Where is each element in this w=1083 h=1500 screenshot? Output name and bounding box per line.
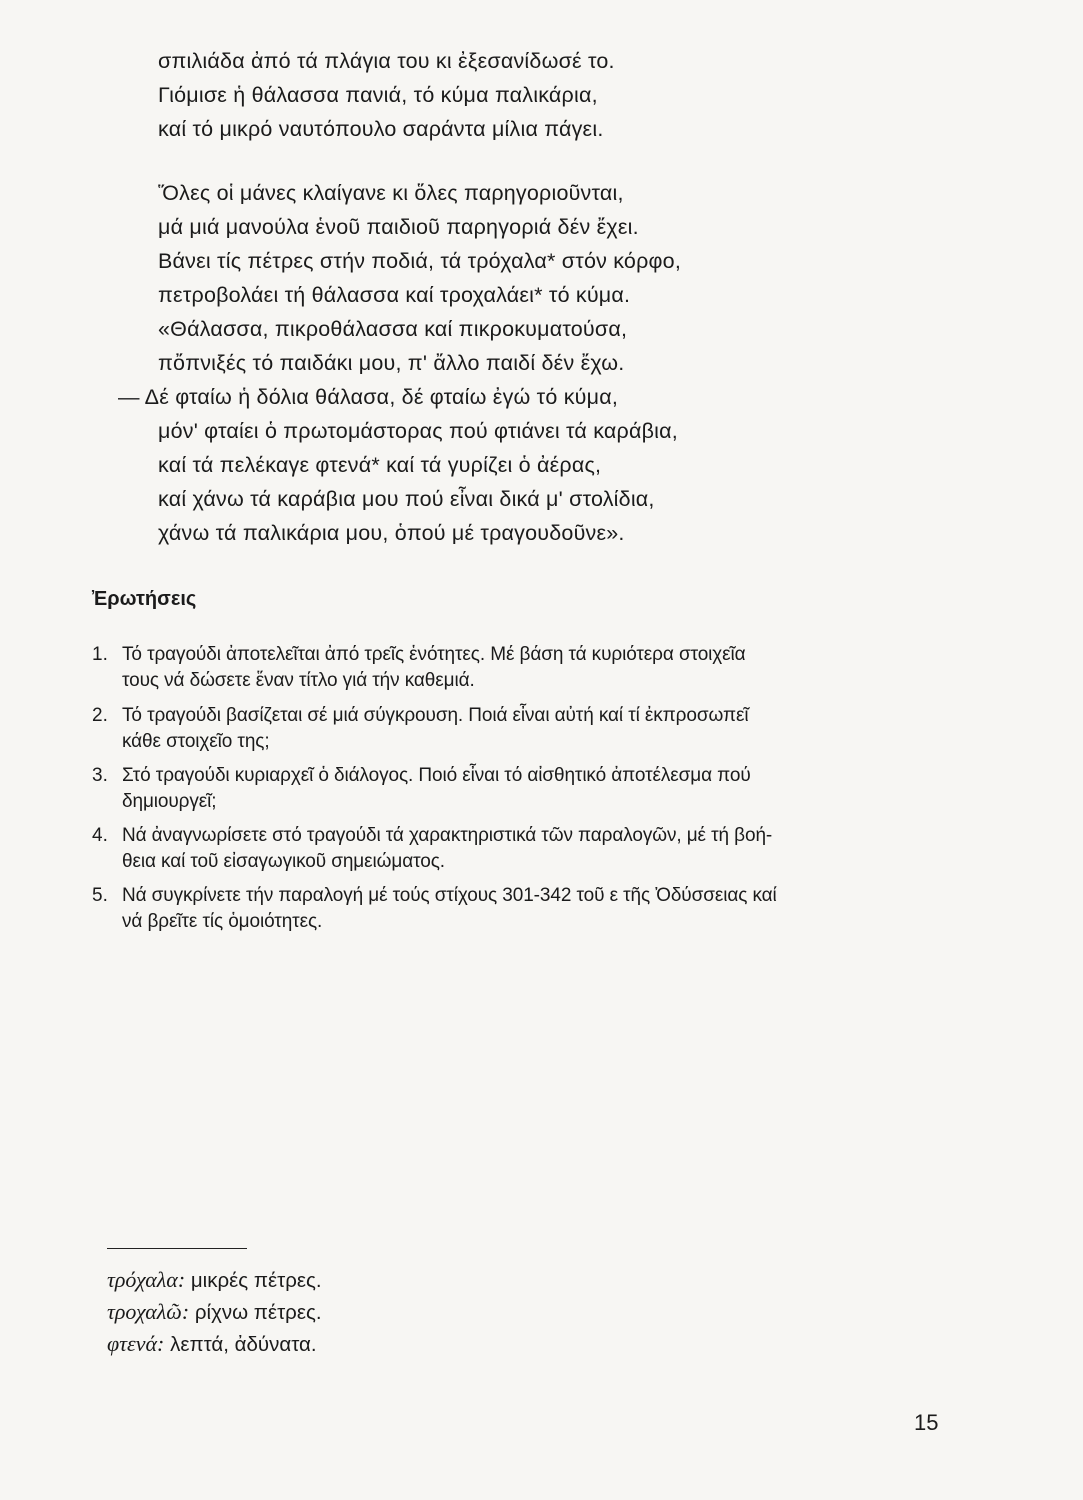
poem-line: καί τά πελέκαγε φτενά* καί τά γυρίζει ὁ ἀέρας, [158,453,602,477]
question-line: κάθε στοιχεῖο της; [122,731,270,752]
question-number: 4. [92,825,108,846]
poem-line: καί τό μικρό ναυτόπουλο σαράντα μίλια πάγει. [158,117,604,141]
footnote-term: τροχαλῶ: [107,1299,190,1324]
question-line: θεια καί τοῦ εἰσαγωγικοῦ σημειώματος. [122,851,445,872]
footnote-term: φτενά: [107,1331,165,1356]
poem-line: μόν' φταίει ὁ πρωτομάστορας πού φτιάνει τά καράβια, [158,419,678,443]
question-text [122,642,972,694]
question-line: Νά ἀναγνωρίσετε στό τραγούδι τά χαρακτηριστικά τῶν παραλογῶν, μέ τή βοή- [122,825,773,846]
question-line: δημιουργεῖ; [122,791,217,812]
footnote-definition: μικρές πέτρες. [190,1269,322,1292]
poem-line: πετροβολάει τή θάλασσα καί τροχαλάει* τό κύμα. [158,283,631,307]
question-number: 5. [92,885,108,906]
question-number: 1. [92,644,108,665]
poem-line: σπιλιάδα ἀπό τά πλάγια του κι ἐξεσανίδωσέ το. [158,49,615,73]
footnote-term: τρόχαλα: [107,1267,186,1292]
poem-line: Βάνει τίς πέτρες στήν ποδιά, τά τρόχαλα* στόν κόρφο, [158,249,681,273]
question-text [122,823,972,875]
question-line: νά βρεῖτε τίς ὁμοιότητες. [122,911,323,932]
poem-line: καί χάνω τά καράβια μου πού εἶναι δικά μ' στολίδια, [158,487,655,511]
poem-line: μά μιά μανούλα ἑνοῦ παιδιοῦ παρηγοριά δέν ἔχει. [158,215,639,239]
footnote [107,1266,322,1295]
footnote-definition: ρίχνω πέτρες. [194,1301,322,1324]
question-line: τους νά δώσετε ἕναν τίτλο γιά τήν καθεμιά. [122,670,475,691]
poem-line: «Θάλασσα, πικροθάλασσα καί πικροκυματούσα, [158,317,628,341]
footnote-divider [107,1248,247,1249]
question-text [122,763,972,815]
question-number: 3. [92,765,108,786]
page-number: 15 [914,1410,939,1435]
question-line: Τό τραγούδι βασίζεται σέ μιά σύγκρουση. Ποιά εἶναι αὐτή καί τί ἐκπροσωπεῖ [122,705,749,726]
footnote-definition: λεπτά, ἀδύνατα. [170,1333,317,1356]
question-text [122,703,972,755]
question-number: 2. [92,705,108,726]
poem-line: χάνω τά παλικάρια μου, ὁπού μέ τραγουδοῦνε». [158,521,625,545]
question-line: Τό τραγούδι ἀποτελεῖται ἀπό τρεῖς ἑνότητες. Μέ βάση τά κυριότερα στοιχεῖα [122,644,746,665]
poem-line: Γιόμισε ἡ θάλασσα πανιά, τό κύμα παλικάρια, [158,83,598,107]
question-line: Νά συγκρίνετε τήν παραλογή μέ τούς στίχους 301-342 τοῦ ε τῆς Ὀδύσσειας καί [122,885,777,906]
questions-heading: Ἐρωτήσεις [92,588,197,610]
poem-line: — Δέ φταίω ἡ δόλια θάλασα, δέ φταίω ἐγώ τό κύμα, [118,385,618,409]
question-line: Στό τραγούδι κυριαρχεῖ ὁ διάλογος. Ποιό εἶναι τό αἰσθητικό ἀποτέλεσμα πού [122,765,751,786]
poem-line: πὄπνιξές τό παιδάκι μου, π' ἄλλο παιδί δέν ἔχω. [158,351,625,375]
footnote [107,1330,317,1359]
poem-line: Ὅλες οἱ μάνες κλαίγανε κι ὅλες παρηγοριοῦνται, [158,181,624,205]
question-text [122,883,972,935]
footnote [107,1298,322,1327]
